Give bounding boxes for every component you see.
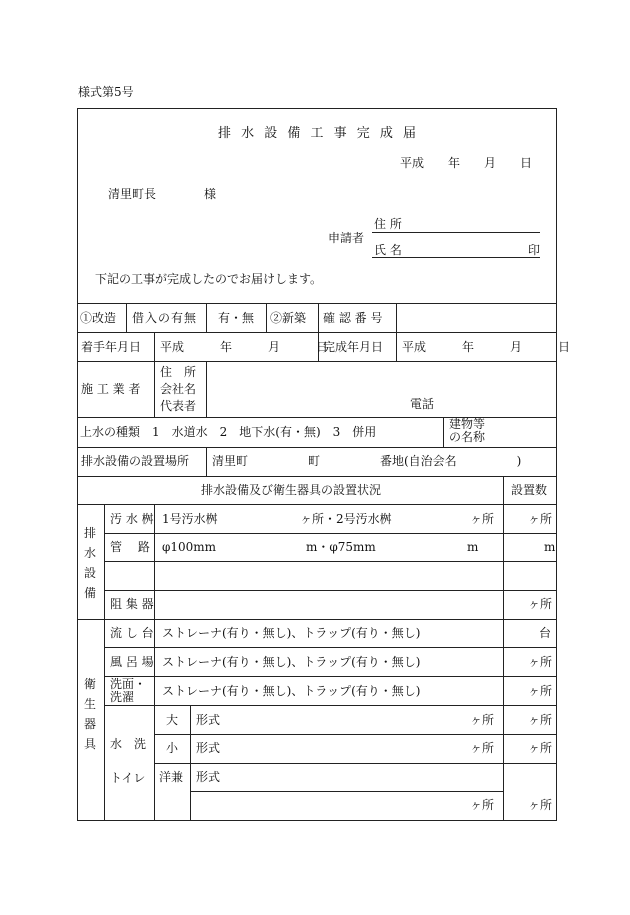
drainage-row-content[interactable]: ヶ所 bbox=[470, 512, 495, 526]
toilet-label: 水 洗 bbox=[110, 737, 147, 751]
drainage-row-content[interactable]: m bbox=[467, 540, 479, 554]
applicant-address-underline bbox=[372, 232, 540, 233]
toilet-count[interactable]: ヶ所 bbox=[470, 741, 495, 755]
sanitary-row-label: 洗面・洗濯 bbox=[110, 677, 147, 704]
sanitary-row-unit: ヶ所 bbox=[528, 655, 553, 669]
toilet-count[interactable]: ヶ所 bbox=[470, 713, 495, 727]
toilet-count[interactable]: ヶ所 bbox=[470, 798, 495, 812]
toilet-unit: ヶ所 bbox=[528, 713, 553, 727]
applicant-seal: 印 bbox=[528, 243, 541, 257]
sanitary-row-content[interactable]: ストレーナ(有り・無し)、トラップ(有り・無し) bbox=[162, 655, 421, 669]
date-line: 平成 年 月 日 bbox=[400, 156, 533, 170]
toilet-content[interactable]: 形式 bbox=[196, 713, 221, 727]
drainage-row-content[interactable]: 1号汚水桝 bbox=[162, 512, 218, 526]
drainage-row-label: 管 路 bbox=[110, 540, 150, 554]
applicant-address-label: 住 所 bbox=[374, 217, 402, 231]
toilet-content[interactable]: 形式 bbox=[196, 770, 221, 784]
finish-date-label: 完成年月日 bbox=[323, 340, 384, 354]
form-title: 排 水 設 備 工 事 完 成 届 bbox=[218, 126, 420, 141]
contractor-company-label: 会社名 bbox=[160, 382, 197, 396]
drainage-row-label: 阻 集 器 bbox=[110, 597, 154, 611]
building-name-label: 建物等の名称 bbox=[449, 417, 486, 444]
contractor-phone-label: 電話 bbox=[410, 397, 435, 411]
sanitary-row-content[interactable]: ストレーナ(有り・無し)、トラップ(有り・無し) bbox=[162, 626, 421, 640]
rental-value[interactable]: 有・無 bbox=[218, 311, 255, 325]
drainage-row-empty[interactable] bbox=[156, 564, 500, 588]
confirm-number-label: 確 認 番 号 bbox=[323, 311, 383, 325]
sanitary-row-unit: 台 bbox=[539, 626, 552, 640]
section-header-label: 排水設備及び衛生器具の設置状況 bbox=[201, 483, 382, 497]
addressee: 清里町長 様 bbox=[108, 187, 217, 201]
sanitary-row-content[interactable]: ストレーナ(有り・無し)、トラップ(有り・無し) bbox=[162, 684, 421, 698]
contractor-address-label: 住 所 bbox=[160, 365, 197, 379]
section-count-label: 設置数 bbox=[511, 483, 548, 497]
rental-label: 借入の有無 bbox=[132, 311, 198, 325]
start-date-label: 着手年月日 bbox=[81, 340, 142, 354]
notice-text: 下記の工事が完成したのでお届けします。 bbox=[95, 272, 323, 286]
drainage-row-unit: ヶ所 bbox=[528, 597, 553, 611]
toilet-unit: ヶ所 bbox=[528, 741, 553, 755]
drainage-row-label: 汚 水 桝 bbox=[110, 512, 154, 526]
toilet-type: 洋兼 bbox=[159, 770, 184, 784]
toilet-type: 大 bbox=[166, 713, 179, 727]
drainage-row-content[interactable]: m・φ75mm bbox=[306, 540, 376, 554]
drainage-row-content[interactable]: φ100mm bbox=[162, 540, 217, 554]
confirm-number-field[interactable] bbox=[398, 306, 554, 330]
contractor-representative-label: 代表者 bbox=[160, 399, 197, 413]
sanitary-row-label: 流 し 台 bbox=[110, 626, 154, 640]
applicant-label: 申請者 bbox=[328, 231, 365, 245]
water-type-text: 上水の種類 1 水道水 2 地下水(有・無) 3 併用 bbox=[80, 425, 377, 439]
finish-date-value[interactable]: 平成 年 月 日 bbox=[402, 340, 571, 354]
applicant-name-label: 氏 名 bbox=[374, 243, 402, 257]
sanitary-row-label: 風 呂 場 bbox=[110, 655, 154, 669]
toilet-content[interactable]: 形式 bbox=[196, 741, 221, 755]
sanitary-group-label: 衛 生 器 具 bbox=[83, 677, 96, 751]
location-value[interactable]: 清里町 町 番地(自治会名 ) bbox=[212, 454, 522, 468]
location-label: 排水設備の設置場所 bbox=[81, 454, 190, 468]
toilet-type: 小 bbox=[166, 741, 179, 755]
renovation-option: ①改造 bbox=[80, 311, 117, 325]
sanitary-row-unit: ヶ所 bbox=[528, 684, 553, 698]
toilet-label: トイレ bbox=[110, 771, 146, 785]
drainage-group-label: 排 水 設 備 bbox=[83, 526, 96, 600]
drainage-row-unit: ヶ所 bbox=[528, 512, 553, 526]
form-number: 様式第5号 bbox=[78, 85, 134, 99]
new-build-option: ②新築 bbox=[270, 311, 307, 325]
toilet-unit: ヶ所 bbox=[528, 798, 553, 812]
contractor-label: 施 工 業 者 bbox=[81, 382, 141, 396]
drainage-row-unit: m bbox=[544, 540, 556, 554]
applicant-name-underline bbox=[372, 257, 540, 258]
start-date-value[interactable]: 平成 年 月 日 bbox=[160, 340, 329, 354]
drainage-row-content[interactable]: ヶ所・2号汚水桝 bbox=[300, 512, 392, 526]
